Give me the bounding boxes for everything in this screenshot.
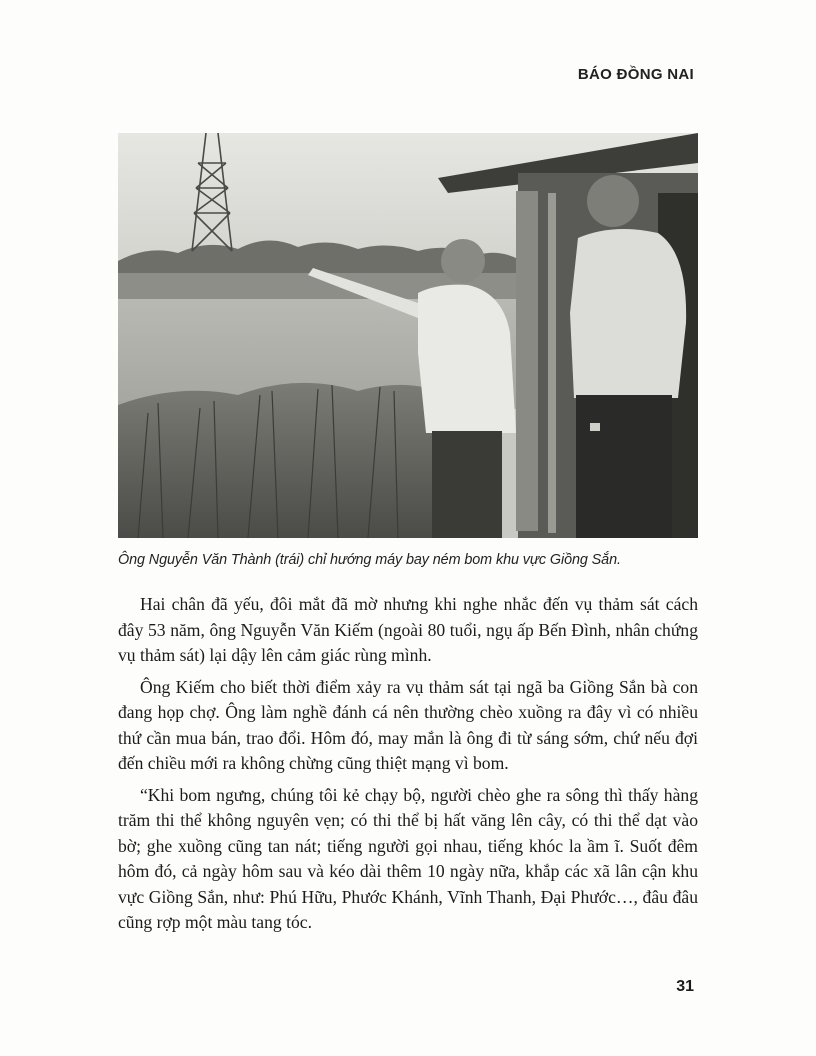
paragraph: Ông Kiếm cho biết thời điểm xảy ra vụ thảm sát tại ngã ba Giồng Sắn bà con đang họp chợ. Ông làm nghề đánh cá nên thường chèo xuồng ra đây vì có nhiều thứ cần mua bán, trao đổi. Hôm đó, may mắn là ông đi từ sáng sớm, chứ nếu đợi đến chiều mới ra không chừng cũng thiệt mạng vì bom. bbox=[118, 676, 698, 773]
running-header: BÁO ĐỒNG NAI bbox=[577, 66, 694, 83]
paragraph: Hai chân đã yếu, đôi mắt đã mờ nhưng khi nghe nhắc đến vụ thảm sát cách đây 53 năm, ông Nguyễn Văn Kiếm (ngoài 80 tuổi, ngụ ấp Bến Đình, nhân chứng vụ thảm sát) lại dậy lên cảm giác rùng mình. bbox=[118, 594, 698, 665]
paragraph: “Khi bom ngưng, chúng tôi kẻ chạy bộ, người chèo ghe ra sông thì thấy hàng trăm thi thể không nguyên vẹn; có thi thể bị hất văng lên cây, có thi thể dạt vào bờ; ghe xuồng cũng tan nát; tiếng người gọi nhau, tiếng khóc la ầm ĩ. Suốt đêm hôm đó, cả ngày hôm sau và kéo dài thêm 10 ngày nữa, khắp các xã lân cận khu vực Giồng Sắn, như: Phú Hữu, Phước Khánh, Vĩnh Thanh, Đại Phước…, đâu đâu cũng rợp một màu tang tóc. bbox=[118, 784, 698, 932]
article-body bbox=[118, 592, 698, 942]
figure-caption: Ông Nguyễn Văn Thành (trái) chỉ hướng máy bay ném bom khu vực Giồng Sắn. bbox=[118, 552, 621, 568]
page-number: 31 bbox=[676, 978, 694, 995]
grass bbox=[118, 383, 458, 538]
figure-photo bbox=[118, 133, 698, 538]
